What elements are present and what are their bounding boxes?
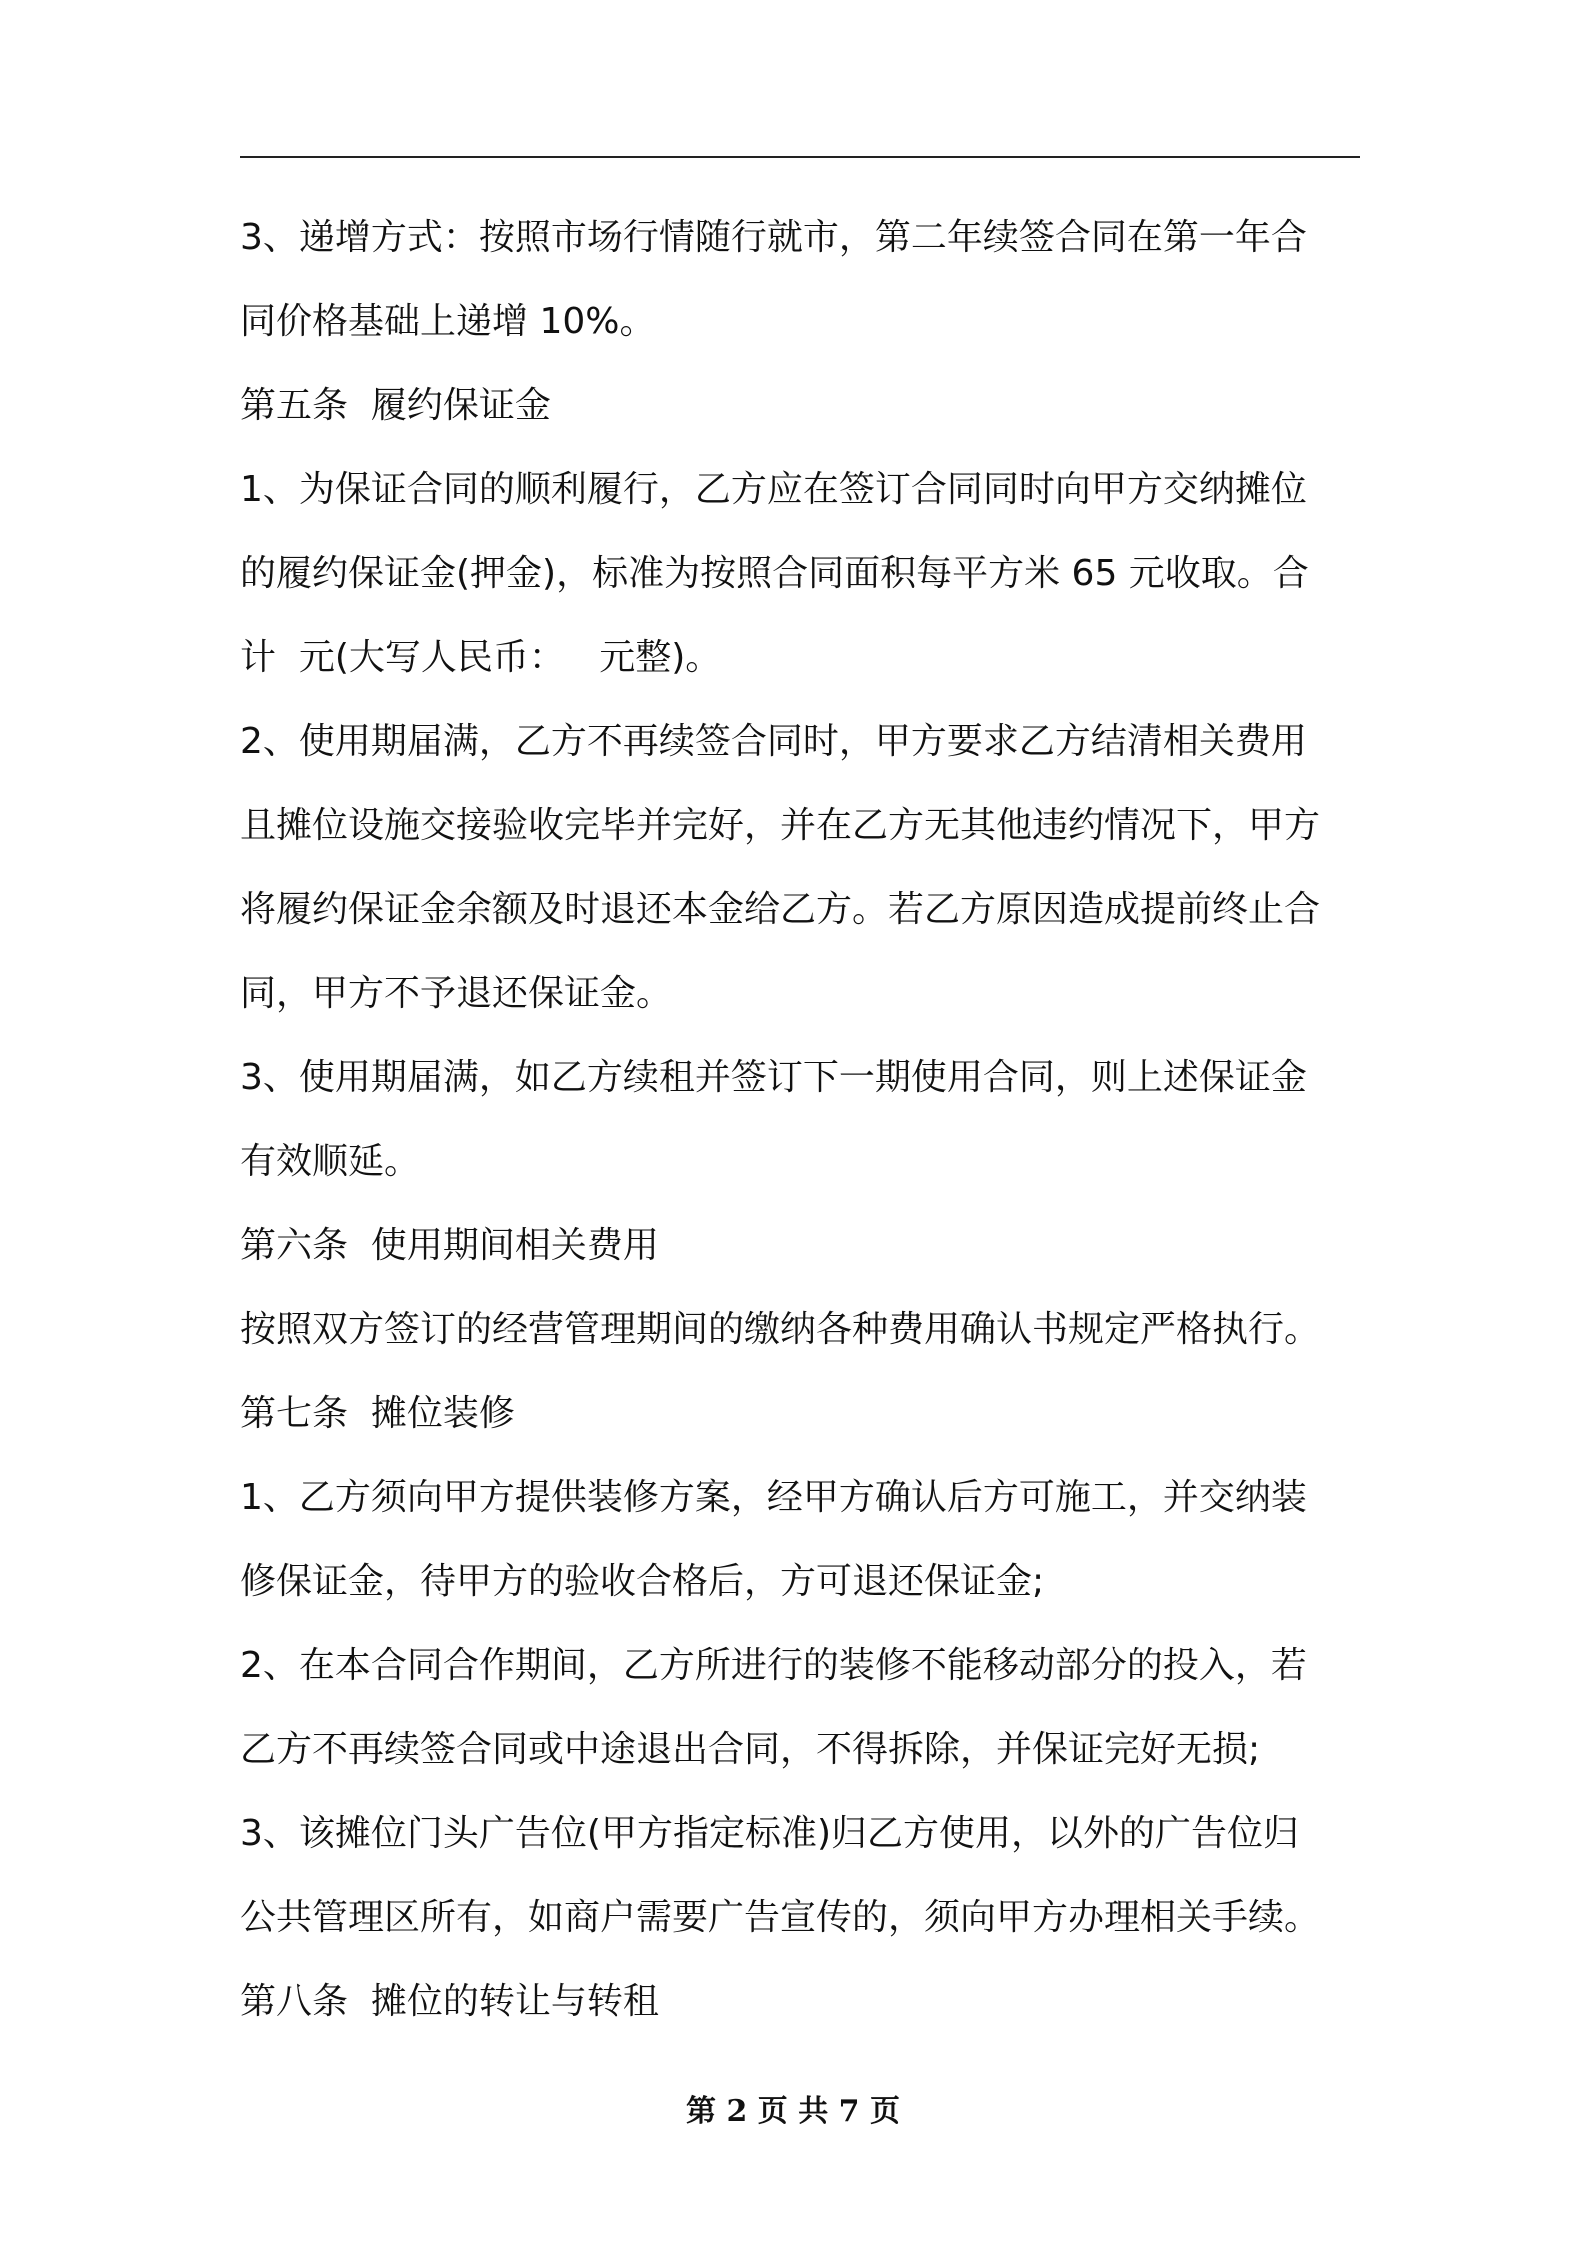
section-heading: 第七条 摊位装修 [240,1393,515,1434]
text-line: 同，甲方不予退还保证金。 [240,973,673,1014]
text-line: 按照双方签订的经营管理期间的缴纳各种费用确认书规定严格执行。 [240,1309,1321,1350]
text-line: 同价格基础上递增 10%。 [240,301,656,342]
text-line: 乙方不再续签合同或中途退出合同，不得拆除，并保证完好无损; [240,1729,1261,1770]
text-line: 将履约保证金余额及时退还本金给乙方。若乙方原因造成提前终止合 [240,889,1321,930]
text-line: 3、使用期届满，如乙方续租并签订下一期使用合同，则上述保证金 [240,1057,1307,1098]
text-line: 1、为保证合同的顺利履行，乙方应在签订合同同时向甲方交纳摊位 [240,469,1307,510]
text-line: 的履约保证金(押金)，标准为按照合同面积每平方米 65 元收取。合 [240,553,1309,594]
header-rule [240,156,1360,158]
text-line: 3、递增方式：按照市场行情随行就市，第二年续签合同在第一年合 [240,217,1307,258]
page-footer: 第 2 页 共 7 页 [686,2094,900,2129]
text-line: 2、在本合同合作期间，乙方所进行的装修不能移动部分的投入，若 [240,1645,1307,1686]
text-line: 计 元(大写人民币： 元整)。 [240,637,722,678]
text-line: 2、使用期届满，乙方不再续签合同时，甲方要求乙方结清相关费用 [240,721,1307,762]
text-line: 且摊位设施交接验收完毕并完好，并在乙方无其他违约情况下，甲方 [240,805,1321,846]
section-heading: 第八条 摊位的转让与转租 [240,1981,659,2022]
section-heading: 第五条 履约保证金 [240,385,551,426]
section-heading: 第六条 使用期间相关费用 [240,1225,659,1266]
text-line: 3、该摊位门头广告位(甲方指定标准)归乙方使用，以外的广告位归 [240,1813,1299,1854]
text-line: 1、乙方须向甲方提供装修方案，经甲方确认后方可施工，并交纳装 [240,1477,1307,1518]
text-line: 有效顺延。 [240,1141,421,1182]
document-body [240,196,1365,2044]
text-line: 公共管理区所有，如商户需要广告宣传的，须向甲方办理相关手续。 [240,1897,1321,1938]
text-line: 修保证金，待甲方的验收合格后，方可退还保证金; [240,1561,1045,1602]
